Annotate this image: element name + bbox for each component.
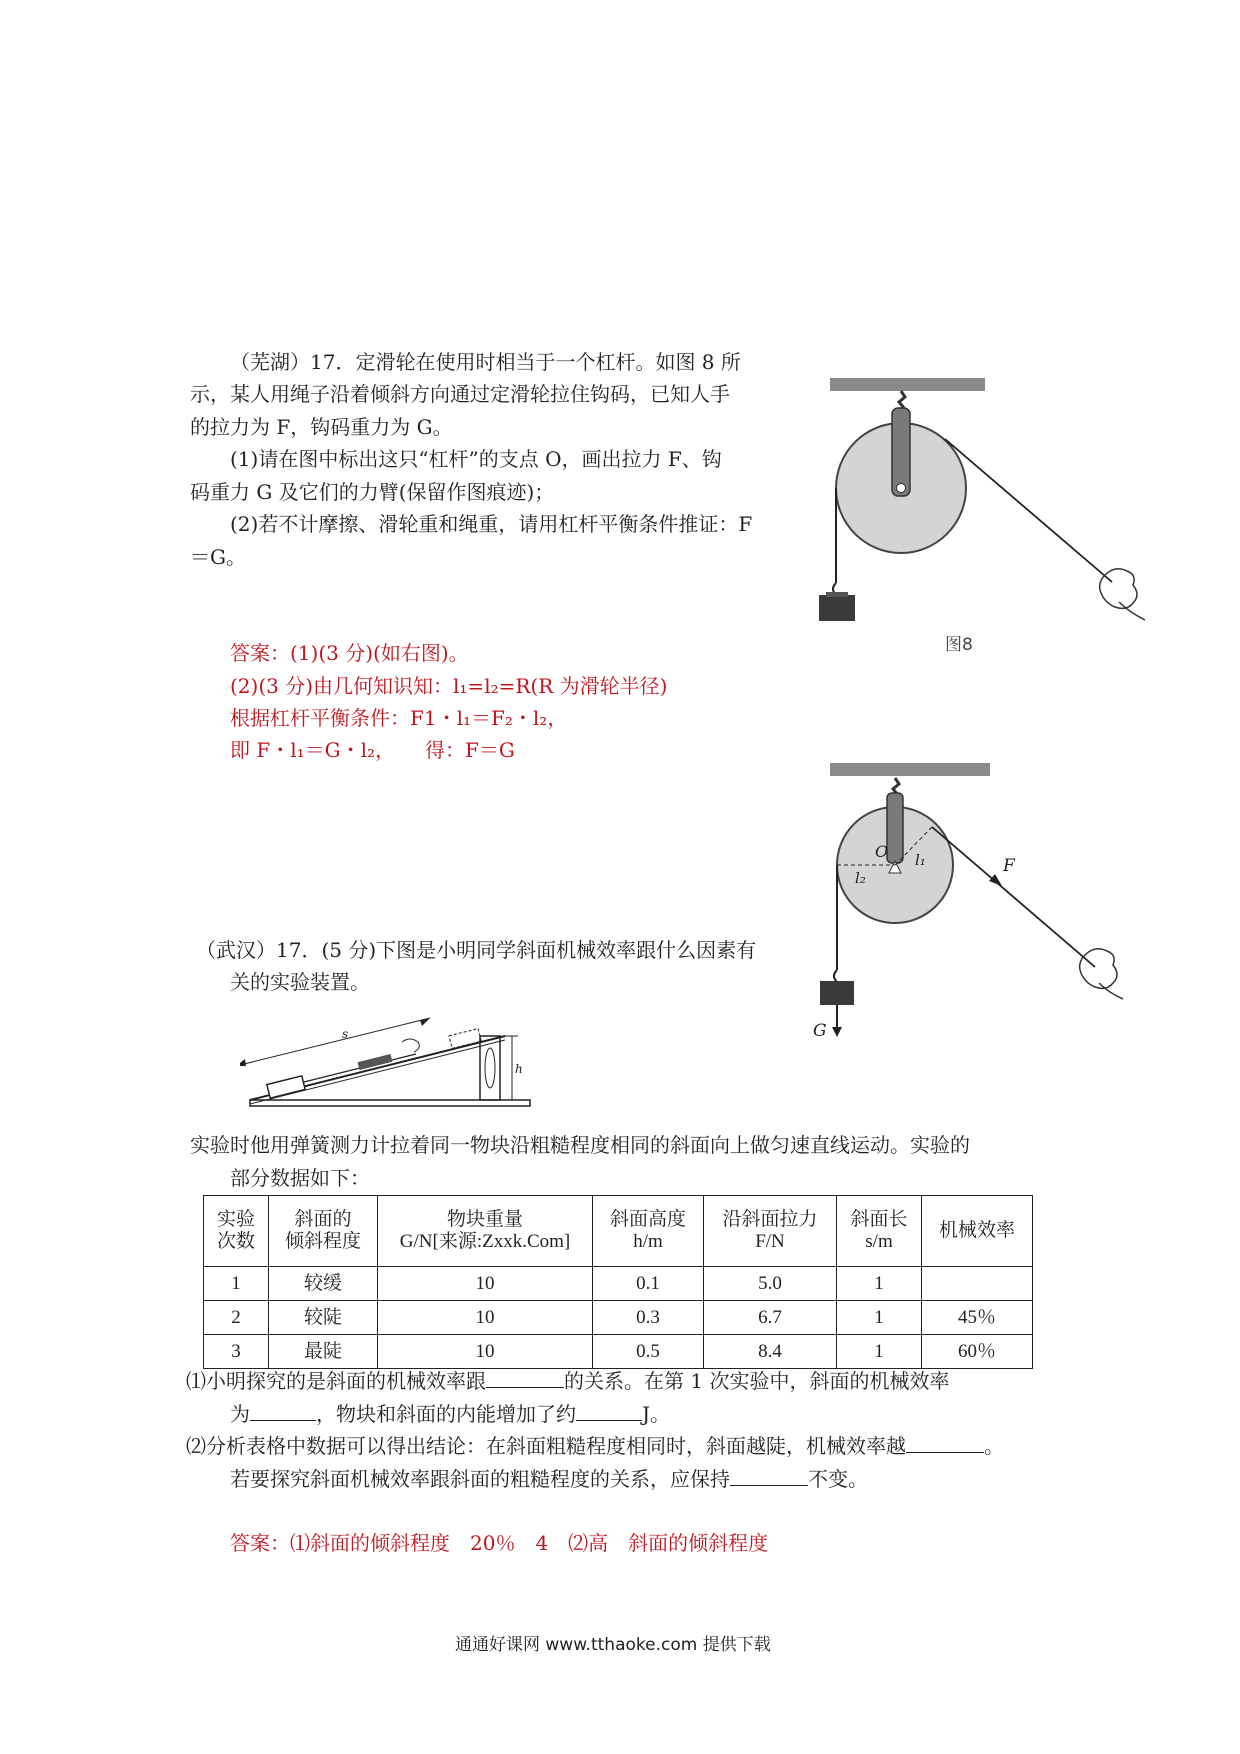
header-cell: 机械效率 <box>922 1196 1033 1267</box>
weight-2 <box>820 981 854 1005</box>
q1-answer-line-2: (2)(3 分)由几何知识知：l₁=l₂=R(R 为滑轮半径) <box>230 674 668 698</box>
q2-intro-line-2: 部分数据如下： <box>230 1166 370 1190</box>
weight <box>819 595 855 621</box>
header-cell: 物块重量 G/N[来源:Zxxk.Com] <box>378 1196 593 1267</box>
table-cell: 0.1 <box>593 1267 704 1301</box>
table-cell: 1 <box>837 1267 922 1301</box>
table-cell: 10 <box>378 1301 593 1335</box>
q2-question-2-line-1: ⑵分析表格中数据可以得出结论：在斜面粗糙程度相同时，斜面越陡，机械效率越 。 <box>186 1430 1004 1462</box>
ceiling-beam-2 <box>830 763 990 776</box>
table-cell: 8.4 <box>704 1335 837 1369</box>
pulley-bracket-2 <box>887 793 903 863</box>
hand-icon <box>1100 569 1137 609</box>
q2-question-1-line-2: 为 ，物块和斜面的内能增加了约 J。 <box>230 1398 670 1430</box>
table-cell: 6.7 <box>704 1301 837 1335</box>
label-l2: l₂ <box>855 869 866 887</box>
weight-top <box>826 592 848 597</box>
table-cell: 2 <box>204 1301 269 1335</box>
table-header-row <box>204 1196 1033 1267</box>
incline-figure-svg <box>240 1000 540 1112</box>
table-cell: 最陡 <box>269 1335 378 1369</box>
hook-top <box>899 391 905 408</box>
q2-answer: 答案：⑴斜面的倾斜程度 20％ 4 ⑵高 斜面的倾斜程度 <box>230 1531 769 1555</box>
table-cell: 0.3 <box>593 1301 704 1335</box>
table-cell: 1 <box>837 1301 922 1335</box>
answer-figure <box>805 745 1130 1045</box>
gravity-arrow <box>832 1027 842 1037</box>
label-o: O <box>875 842 889 861</box>
q1-answer-line-3: 根据杠杆平衡条件：F1・l₁＝F₂・l₂， <box>230 706 568 730</box>
table-cell: 5.0 <box>704 1267 837 1301</box>
ceiling-beam <box>830 378 985 391</box>
s-dimension <box>240 1018 430 1066</box>
spring-scale <box>358 1054 393 1070</box>
table-cell: 10 <box>378 1267 593 1301</box>
rope-right-2 <box>932 827 1095 967</box>
figure-8 <box>805 360 1165 660</box>
header-cell: 实验 次数 <box>204 1196 269 1267</box>
q2-intro-line-1: 实验时他用弹簧测力计拉着同一物块沿粗糙程度相同的斜面向上做匀速直线运动。实验的 <box>190 1133 970 1157</box>
table-cell: 1 <box>837 1335 922 1369</box>
answer-blank[interactable] <box>486 1365 564 1388</box>
label-f: F <box>1003 856 1015 876</box>
answer-blank[interactable] <box>250 1398 316 1421</box>
q2-header-line-1: （武汉）17．(5 分)下图是小明同学斜面机械效率跟什么因素有 <box>196 938 757 962</box>
label-h: h <box>515 1062 523 1076</box>
pulley-axle <box>897 484 906 493</box>
header-cell: 斜面长 s/m <box>837 1196 922 1267</box>
answer-figure-svg <box>805 745 1130 1045</box>
block <box>267 1076 305 1098</box>
q1-answer-line-4: 即 F・l₁＝G・l₂， 得：F＝G <box>230 738 515 762</box>
table-cell: 0.5 <box>593 1335 704 1369</box>
q1-line-6: (2)若不计摩擦、滑轮重和绳重，请用杠杆平衡条件推证：F <box>230 512 753 536</box>
label-g: G <box>813 1021 827 1041</box>
table-row <box>204 1301 1033 1335</box>
s-arrow-right <box>420 1018 430 1026</box>
header-cell: 沿斜面拉力 F/N <box>704 1196 837 1267</box>
q1-line-3: 的拉力为 F，钩码重力为 G。 <box>190 415 453 439</box>
hand-icon-2 <box>1080 949 1117 989</box>
pulley-bracket <box>892 408 910 496</box>
incline-figure <box>240 1000 540 1112</box>
figure-8-caption: 图8 <box>945 635 973 655</box>
table-cell: 较陡 <box>269 1301 378 1335</box>
table-row <box>204 1267 1033 1301</box>
q1-line-2: 示，某人用绳子沿着倾斜方向通过定滑轮拉住钩码，已知人手 <box>190 382 730 406</box>
table-cell: 3 <box>204 1335 269 1369</box>
force-arrow-f <box>989 874 1002 886</box>
q1-answer-line-1: 答案：(1)(3 分)(如右图)。 <box>230 641 469 665</box>
q2-question-1-line-1: ⑴小明探究的是斜面的机械效率跟 的关系。在第 1 次实验中，斜面的机械效率 <box>186 1365 949 1397</box>
answer-blank[interactable] <box>576 1398 642 1421</box>
figure-8-svg <box>805 360 1165 660</box>
s-arrow-left <box>240 1059 246 1066</box>
q2-header-line-2: 关的实验装置。 <box>230 970 370 994</box>
table-cell: 45％ <box>922 1301 1033 1335</box>
table-row <box>204 1335 1033 1369</box>
table-cell: 较缓 <box>269 1267 378 1301</box>
answer-blank[interactable] <box>906 1430 984 1453</box>
label-l1: l₁ <box>915 851 926 869</box>
q1-line-7: ＝G。 <box>190 545 246 569</box>
base-board <box>250 1100 530 1106</box>
weight-hook-2 <box>834 970 837 982</box>
table-cell: 10 <box>378 1335 593 1369</box>
table-cell: 60％ <box>922 1335 1033 1369</box>
hand-small <box>402 1039 419 1052</box>
q1-line-5: 码重力 G 及它们的力臂(保留作图痕迹)； <box>190 480 555 504</box>
q1-line-1: （芜湖）17．定滑轮在使用时相当于一个杠杆。如图 8 所 <box>230 350 741 374</box>
q2-question-2-line-2: 若要探究斜面机械效率跟斜面的粗糙程度的关系，应保持 不变。 <box>230 1463 868 1495</box>
header-cell: 斜面的 倾斜程度 <box>269 1196 378 1267</box>
rope-right <box>945 439 1112 582</box>
experiment-table <box>203 1195 1033 1369</box>
answer-blank[interactable] <box>730 1463 808 1486</box>
page-footer: 通通好课网 www.tthaoke.com 提供下载 <box>455 1635 771 1655</box>
label-s: s <box>342 1027 349 1041</box>
table-cell: 1 <box>204 1267 269 1301</box>
q1-line-4: (1)请在图中标出这只“杠杆”的支点 O，画出拉力 F、钩 <box>230 447 722 471</box>
support-hole <box>485 1048 495 1088</box>
header-cell: 斜面高度 h/m <box>593 1196 704 1267</box>
table-cell <box>922 1267 1033 1301</box>
